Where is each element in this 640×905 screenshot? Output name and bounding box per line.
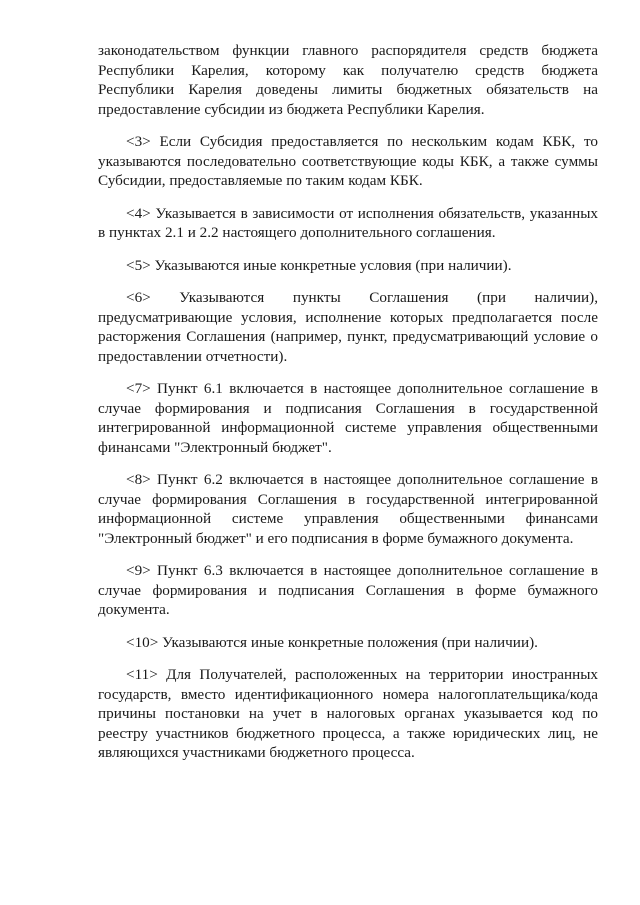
footnote-9: <9> Пункт 6.3 включается в настоящее дополнительное соглашение в случае формирования и подписания Соглашения в форме бумажного документа. [98,562,598,618]
footnote-4: <4> Указывается в зависимости от исполнения обязательств, указанных в пунктах 2.1 и 2.2 настоящего дополнительного соглашения. [98,204,598,241]
footnote-10: <10> Указываются иные конкретные положения (при наличии). [126,633,538,651]
footnote-8: <8> Пункт 6.2 включается в настоящее дополнительное соглашение в случае формирования Соглашения в государственной интегрированной информационной системе управления общественными финансами "Электронный бюджет" и его подписания в форме бумажного документа. [98,471,598,547]
footnote-11: <11> Для Получателей, расположенных на территории иностранных государств, вместо идентификационного номера налогоплательщика/кода причины постановки на учет в налоговых органах указывается код по реестру участников бюджетного процесса, а также юридических лиц, не являющихся участниками бюджетного процесса. [98,666,598,761]
footnote-6: <6> Указываются пункты Соглашения (при наличии), предусматривающие условия, исполнение которых предполагается после расторжения Соглашения (например, пункт, предусматривающий условие о предоставлении отчетности). [98,289,598,365]
footnote-3: <3> Если Субсидия предоставляется по нескольким кодам КБК, то указываются последовательно соответствующие коды КБК, а также суммы Субсидии, предоставляемые по таким кодам КБК. [98,133,598,189]
paragraph-continuation: законодательством функции главного распорядителя средств бюджета Республики Карелия, которому как получателю средств бюджета Республики Карелия доведены лимиты бюджетных обязательств на предоставление субсидии из бюджета Республики Карелия. [98,42,598,118]
footnote-5: <5> Указываются иные конкретные условия (при наличии). [126,256,512,274]
footnote-7: <7> Пункт 6.1 включается в настоящее дополнительное соглашение в случае формирования и подписания Соглашения в государственной интегрированной информационной системе управления общественными финансами "Электронный бюджет". [98,380,598,456]
footnotes-body [98,41,598,776]
